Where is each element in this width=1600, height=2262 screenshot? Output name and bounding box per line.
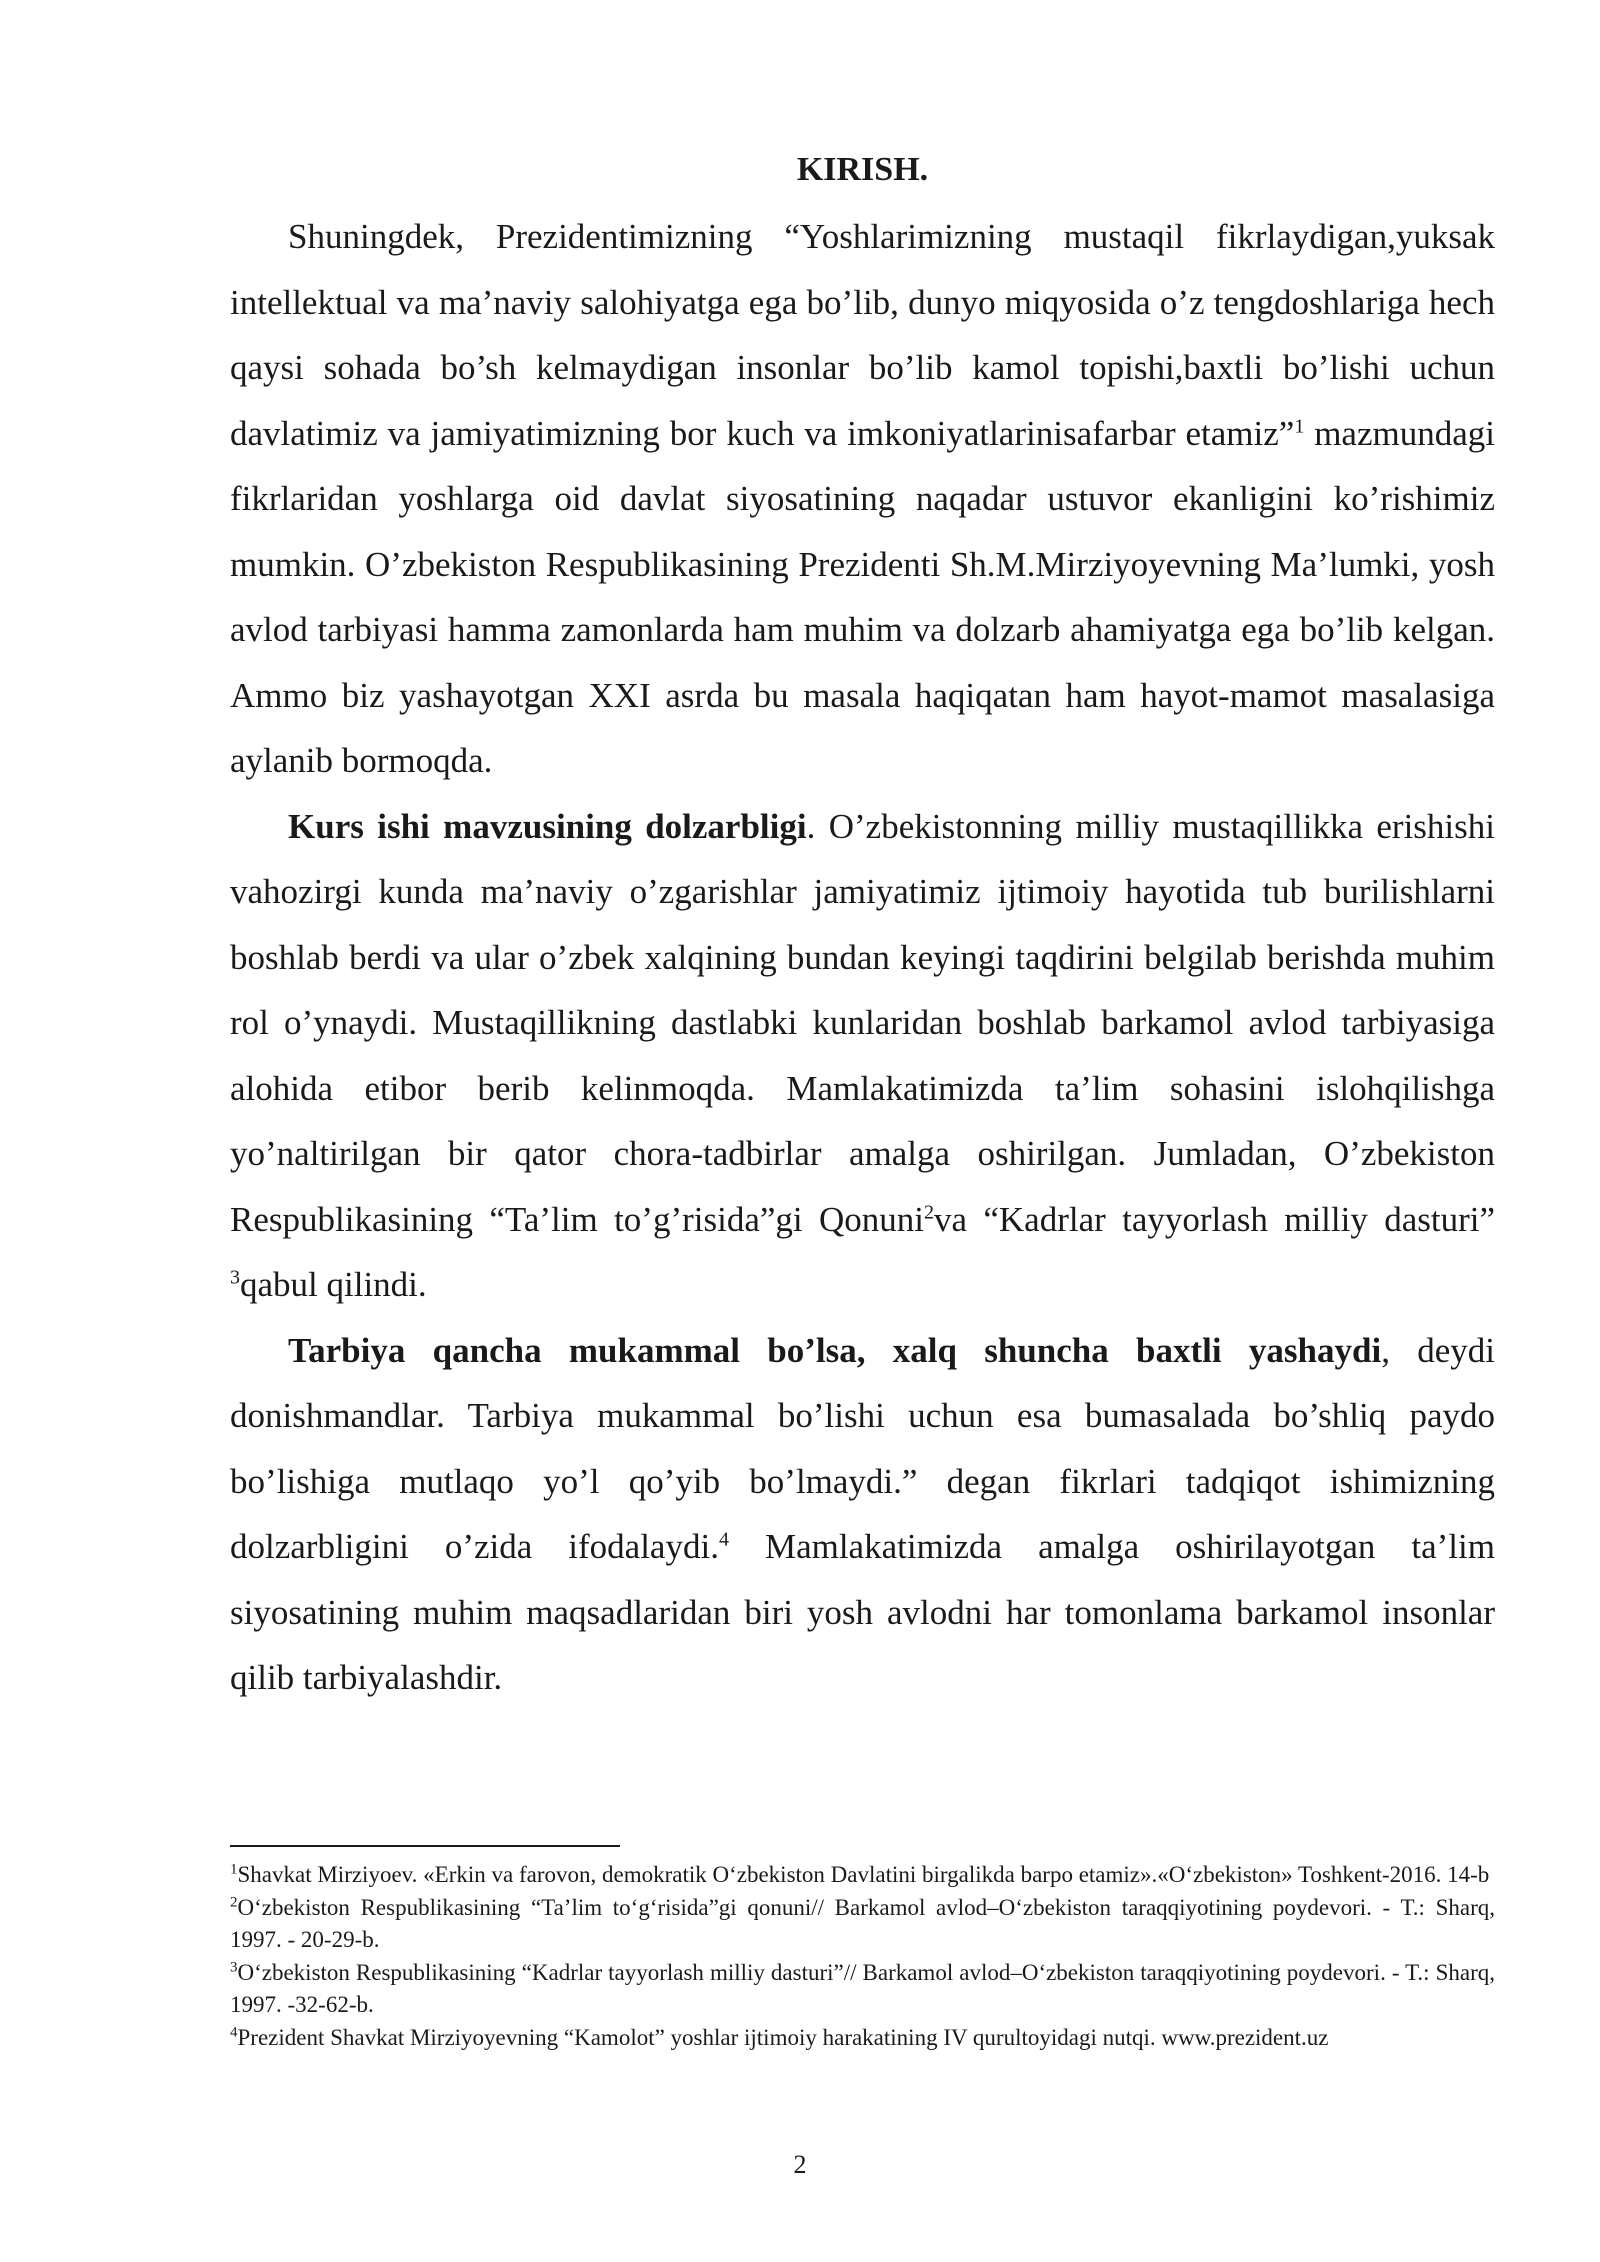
footnote-number: 1 (230, 1861, 238, 1878)
paragraph-text: mazmundagi fikrlaridan yoshlarga oid davlat siyosatining naqadar ustuvor ekanligini ko’rishimiz mumkin. O’zbekiston Respublikasining Prezidenti Sh.M.Mirziyoyevning Ma’lumki, yosh avlod tarbiyasi hamma zamonlarda ham muhim va dolzarb ahamiyatga ega bo’lib kelgan. Ammo biz yashayotgan XXI asrda bu masala haqiqatan ham hayot-mamot masalasiga aylanib bormoqda. (230, 413, 1495, 780)
paragraph-intro (230, 204, 1495, 794)
bold-quote: Tarbiya qancha mukammal bo’lsa, xalq shuncha baxtli yashaydi (288, 1330, 1382, 1370)
footnote-ref[interactable]: 1 (1294, 414, 1305, 437)
document-title: KIRISH. (796, 151, 929, 188)
paragraph-text: . O’zbekistonning milliy mustaqillikka erishishi vahozirgi kunda ma’naviy o’zgarishlar jamiyatimiz ijtimoiy hayotida tub burilishlarni boshlab berdi va ular o’zbek xalqining bundan keyingi taqdirini belgilab berishda muhim rol o’ynaydi. Mustaqillikning dastlabki kunlaridan boshlab barkamol avlod tarbiyasiga alohida etibor berib kelinmoqda. Mamlakatimizda ta’lim sohasini islohqilishga yo’naltirilgan bir qator chora-tadbirlar amalga oshirilgan. Jumladan, O’zbekiston Respublikasining “Ta’lim to’g’risida”gi Qonuni (230, 806, 1495, 1239)
footnote-4 (230, 2022, 1495, 2055)
paragraph-text: va “Kadrlar tayyorlash milliy dasturi” (933, 1199, 1495, 1239)
paragraph-relevance (230, 794, 1495, 1318)
paragraph-text: , deydi donishmandlar. Tarbiya mukammal bo’lishi uchun esa bumasalada bo’shliq paydo bo’lishiga mutlaqo yo’l qo’yib bo’lmaydi.” degan fikrlari tadqiqot ishimizning dolzarbligini o’zida ifodalaydi. (230, 1330, 1495, 1566)
footnote-text: O‘zbekiston Respublikasining “Ta’lim to‘g‘risida”gi qonuni// Barkamol avlod–O‘zbekiston taraqqiyotining poydevori. - T.: Sharq, 1997. - 20-29-b. (230, 1894, 1495, 1952)
footnote-text: Shavkat Mirziyoev. «Erkin va farovon, demokratik O‘zbekiston Davlatini birgalikda barpo etamiz».«O‘zbekiston» Toshkent-2016. 14-b (237, 1862, 1490, 1887)
bold-heading: Kurs ishi mavzusining dolzarbligi (288, 806, 807, 846)
footnote-3 (230, 1957, 1495, 2022)
paragraph-text: Shuningdek, Prezidentimizning “Yoshlarimizning mustaqil fikrlaydigan,yuksak intellektual va ma’naviy salohiyatga ega bo’lib, dunyo miqyosida o’z tengdoshlariga hech qaysi sohada bo’sh kelmaydigan insonlar bo’lib kamol topishi,baxtli bo’lishi uchun davlatimiz va jamiyatimizning bor kuch va imkoniyatlarinisafarbar etamiz” (230, 217, 1495, 453)
footnotes-section (230, 1845, 1495, 2054)
footnote-number: 3 (230, 1958, 238, 1975)
footnote-text: Prezident Shavkat Mirziyoyevning “Kamolot” yoshlar ijtimoiy harakatining IV qurultoyidagi nutqi. www.prezident.uz (237, 2024, 1329, 2050)
footnote-ref[interactable]: 2 (923, 1200, 934, 1223)
footnote-number: 2 (230, 1893, 238, 1910)
paragraph-upbringing (230, 1318, 1495, 1711)
paragraph-text: qabul qilindi. (240, 1265, 427, 1304)
footnote-text: O‘zbekiston Respublikasining “Kadrlar tayyorlash milliy dasturi”// Barkamol avlod–O‘zbekiston taraqqiyotining poydevori. - T.: Sharq, 1997. -32-62-b. (230, 1959, 1495, 2017)
footnote-ref[interactable]: 3 (230, 1266, 240, 1289)
footnote-2 (230, 1892, 1495, 1957)
paragraph-text: Mamlakatimizda amalga oshirilayotgan ta’lim siyosatining muhim maqsadlaridan biri yosh avlodni har tomonlama barkamol insonlar qilib tarbiyalashdir. (230, 1527, 1495, 1697)
footnote-ref[interactable]: 4 (718, 1528, 729, 1551)
document-body (230, 150, 1495, 1711)
footnote-separator (230, 1845, 620, 1847)
footnote-number: 4 (230, 2023, 238, 2040)
footnote-1 (230, 1859, 1495, 1892)
page-number: 2 (793, 2150, 807, 2179)
